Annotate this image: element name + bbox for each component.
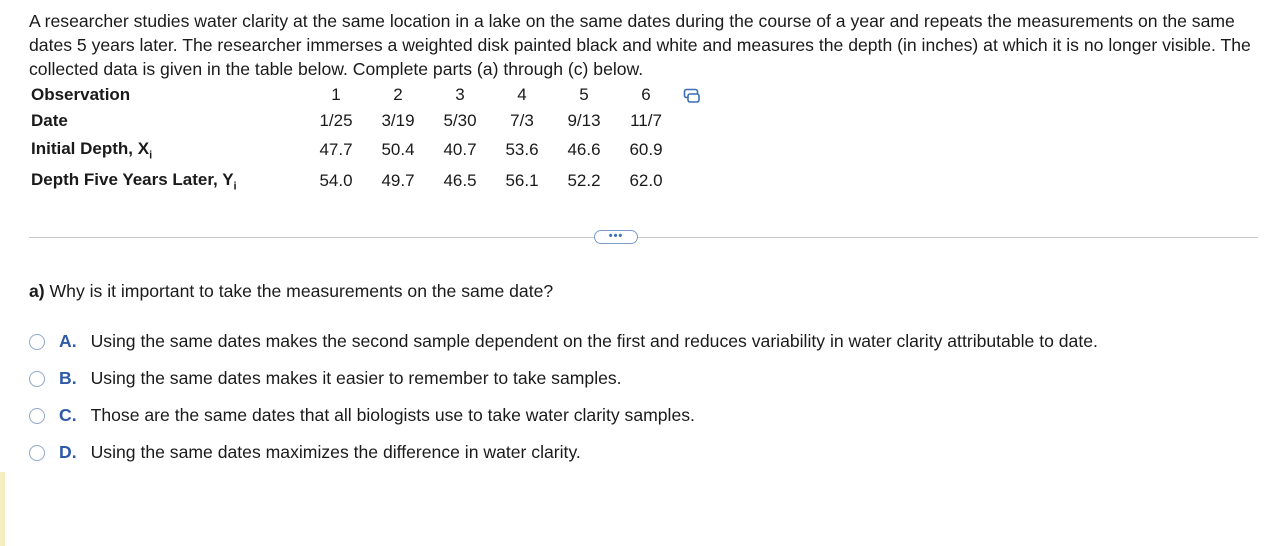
later-depth-label: Depth Five Years Later, $Y_i$ <box>31 169 237 193</box>
table-cell: 5 <box>579 85 589 104</box>
option-text: Using the same dates makes it easier to remember to take samples. <box>90 368 622 388</box>
table-cell: 3/19 <box>381 111 415 130</box>
table-cell: 49.7 <box>381 171 415 190</box>
question-a <box>29 281 553 302</box>
table-cell: 11/7 <box>630 111 662 130</box>
option-d[interactable] <box>29 442 581 463</box>
table-cell: 53.6 <box>505 140 539 159</box>
table-cell: 3 <box>455 85 465 104</box>
radio-button[interactable] <box>29 334 45 350</box>
table-cell: 1/25 <box>319 111 353 130</box>
table-cell: 40.7 <box>443 140 477 159</box>
option-text: Using the same dates maximizes the difference in water clarity. <box>90 442 581 462</box>
table-cell: 6 <box>641 85 651 104</box>
table-row-date <box>27 108 723 134</box>
table-cell: 52.2 <box>567 171 601 190</box>
option-c[interactable] <box>29 405 695 426</box>
table-cell: 9/13 <box>567 111 601 130</box>
expand-more-button[interactable]: ••• <box>594 230 638 244</box>
option-letter: B. <box>59 368 77 388</box>
data-table <box>27 82 723 196</box>
option-letter: D. <box>59 442 77 462</box>
table-cell: 4 <box>517 85 527 104</box>
radio-button[interactable] <box>29 408 45 424</box>
date-label: Date <box>31 111 68 130</box>
initial-depth-label: Initial Depth, $X_i$ <box>31 138 153 162</box>
option-text: Those are the same dates that all biologists use to take water clarity samples. <box>90 405 695 425</box>
table-cell: 1 <box>331 85 341 104</box>
option-a[interactable] <box>29 331 1098 352</box>
section-divider <box>29 237 1258 238</box>
option-text: Using the same dates makes the second sample dependent on the first and reduces variability in water clarity attributable to date. <box>90 331 1098 351</box>
table-cell: 47.7 <box>319 140 353 159</box>
table-cell: 2 <box>393 85 403 104</box>
question-text: Why is it important to take the measurements on the same date? <box>49 281 554 301</box>
table-cell: 5/30 <box>443 111 477 130</box>
table-cell: 54.0 <box>319 171 353 190</box>
option-letter: A. <box>59 331 77 351</box>
table-row-later-depth <box>27 166 723 196</box>
table-cell: 46.5 <box>443 171 477 190</box>
table-cell: 56.1 <box>505 171 539 190</box>
option-letter: C. <box>59 405 77 425</box>
option-b[interactable] <box>29 368 622 389</box>
table-cell: 7/3 <box>510 111 534 130</box>
question-part-label: a) <box>29 281 45 301</box>
table-cell: 60.9 <box>629 140 663 159</box>
table-cell: 50.4 <box>381 140 415 159</box>
table-row-initial-depth <box>27 134 723 166</box>
radio-button[interactable] <box>29 371 45 387</box>
copy-table-button[interactable] <box>677 82 723 108</box>
copy-icon <box>683 88 701 104</box>
table-row-observation <box>27 82 723 108</box>
problem-intro: A researcher studies water clarity at the same location in a lake on the same dates during the course of a year and repeats the measurements on the same dates 5 years later. The researcher immerses a weighted disk painted black and white and measures the depth (in inches) at which it is no longer visible. The collected data is given in the table below. Complete parts (a) through (c) below. <box>29 11 1251 79</box>
left-accent-bar <box>0 472 5 546</box>
observation-label: Observation <box>31 85 131 104</box>
table-cell: 62.0 <box>629 171 663 190</box>
table-cell: 46.6 <box>567 140 601 159</box>
radio-button[interactable] <box>29 445 45 461</box>
